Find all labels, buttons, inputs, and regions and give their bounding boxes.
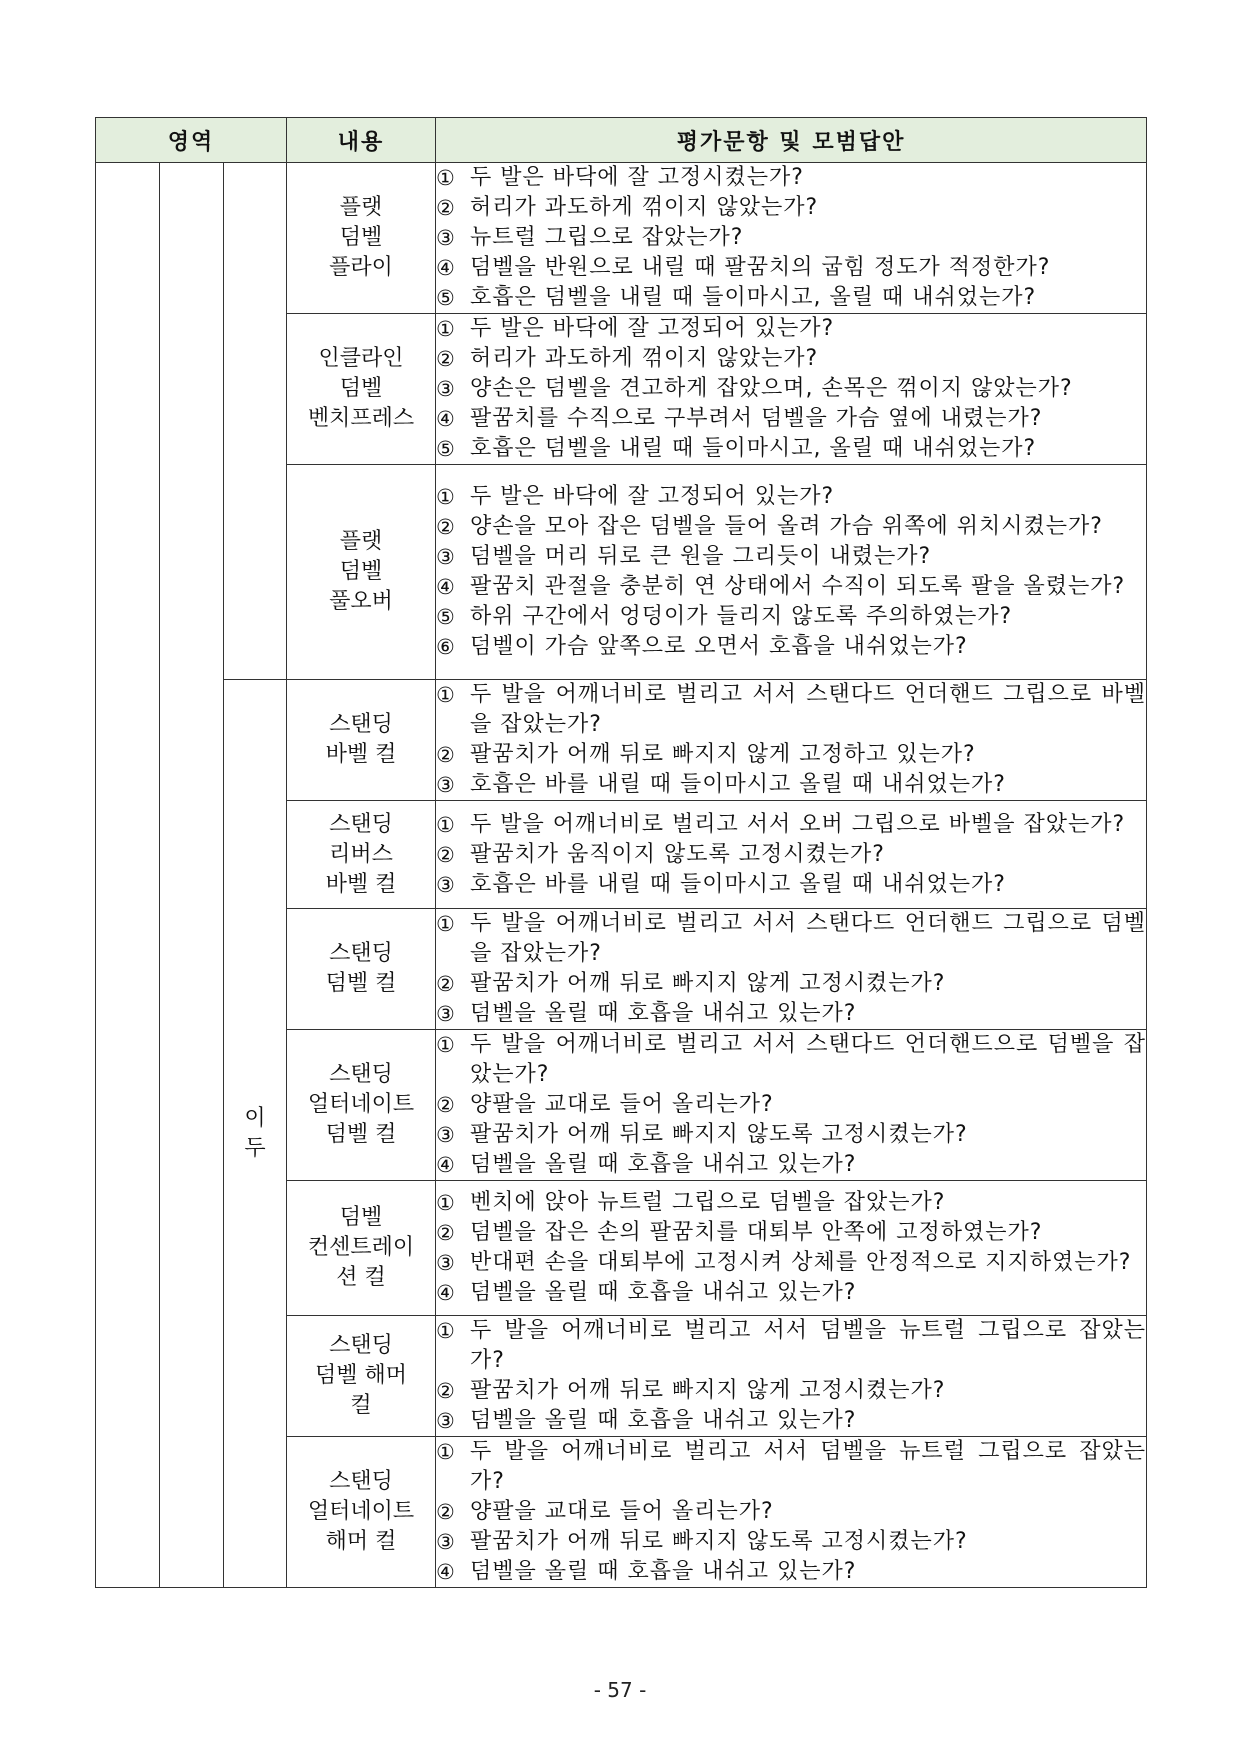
item-number: ① <box>436 1191 455 1215</box>
header-content: 내용 <box>287 118 436 163</box>
item-text: 벤치에 앉아 뉴트럴 그립으로 덤벨을 잡았는가? <box>470 1190 946 1215</box>
item-text: 팔꿈치가 어깨 뒤로 빠지지 않도록 고정시켰는가? <box>470 1529 968 1554</box>
item-text: 덤벨을 올릴 때 호흡을 내쉬고 있는가? <box>470 1408 857 1433</box>
evaluation-item <box>436 1218 1146 1248</box>
evaluation-item <box>436 482 1146 512</box>
item-text: 두 발은 바닥에 잘 고정되어 있는가? <box>470 316 835 341</box>
item-number: ③ <box>436 1409 455 1433</box>
exercise-name: 스탠딩 리버스 바벨 컬 <box>287 801 436 909</box>
item-text: 허리가 과도하게 꺾이지 않았는가? <box>470 346 819 371</box>
item-number: ③ <box>436 872 455 897</box>
item-text: 팔꿈치가 어깨 뒤로 빠지지 않도록 고정시켰는가? <box>470 1122 968 1147</box>
evaluation-item <box>436 1278 1146 1308</box>
evaluation-item <box>436 193 1146 223</box>
item-text: 두 발은 바닥에 잘 고정시켰는가? <box>470 165 804 190</box>
item-text: 팔꿈치가 어깨 뒤로 빠지지 않게 고정시켰는가? <box>470 1378 946 1403</box>
item-text: 덤벨을 잡은 손의 팔꿈치를 대퇴부 안쪽에 고정하였는가? <box>470 1220 1043 1245</box>
item-text: 양손을 모아 잡은 덤벨을 들어 올려 가슴 위쪽에 위치시켰는가? <box>470 514 1103 539</box>
evaluation-item <box>436 434 1146 464</box>
evaluation-item <box>436 1120 1146 1150</box>
evaluation-items <box>436 680 1147 801</box>
evaluation-item <box>436 1090 1146 1120</box>
item-number: ③ <box>436 377 455 401</box>
evaluation-item <box>436 840 1146 870</box>
evaluation-item <box>436 1150 1146 1180</box>
evaluation-items <box>436 1181 1147 1316</box>
evaluation-item <box>436 969 1146 999</box>
table-row <box>96 680 1147 801</box>
item-number: ① <box>436 1319 455 1343</box>
item-number: ④ <box>436 256 455 280</box>
evaluation-item <box>436 770 1146 800</box>
evaluation-item <box>436 1316 1146 1376</box>
item-number: ② <box>436 196 455 220</box>
item-text: 두 발을 어깨너비로 벌리고 서서 스탠다드 언더핸드 그립으로 바벨을 잡았는가? <box>470 682 1147 737</box>
item-number: ① <box>436 912 455 936</box>
item-number: ④ <box>436 1560 455 1584</box>
item-number: ① <box>436 1440 455 1464</box>
evaluation-item <box>436 1497 1146 1527</box>
item-text: 덤벨을 머리 뒤로 큰 원을 그리듯이 내렸는가? <box>470 544 932 569</box>
item-number: ② <box>436 743 455 767</box>
item-text: 팔꿈치가 어깨 뒤로 빠지지 않게 고정시켰는가? <box>470 971 946 996</box>
evaluation-item <box>436 1557 1146 1587</box>
evaluation-item <box>436 1406 1146 1436</box>
item-number: ③ <box>436 545 455 569</box>
evaluation-items <box>436 1437 1147 1588</box>
item-number: ③ <box>436 226 455 250</box>
evaluation-item <box>436 374 1146 404</box>
evaluation-item <box>436 1030 1146 1090</box>
item-number: ④ <box>436 407 455 431</box>
evaluation-item <box>436 314 1146 344</box>
item-text: 두 발을 어깨너비로 벌리고 서서 오버 그립으로 바벨을 잡았는가? <box>470 811 1126 837</box>
table-row <box>96 163 1147 314</box>
exercise-name: 스탠딩 덤벨 해머 컬 <box>287 1316 436 1437</box>
item-text: 두 발을 어깨너비로 벌리고 서서 덤벨을 뉴트럴 그립으로 잡았는가? <box>470 1439 1147 1494</box>
item-text: 팔꿈치가 어깨 뒤로 빠지지 않게 고정하고 있는가? <box>470 742 976 767</box>
item-text: 팔꿈치를 수직으로 구부려서 덤벨을 가슴 옆에 내렸는가? <box>470 406 1043 431</box>
item-number: ① <box>436 485 455 509</box>
item-text: 두 발을 어깨너비로 벌리고 서서 스탠다드 언더핸드으로 덤벨을 잡았는가? <box>470 1032 1147 1087</box>
item-text: 팔꿈치가 움직이지 않도록 고정시켰는가? <box>470 841 885 867</box>
item-text: 덤벨을 올릴 때 호흡을 내쉬고 있는가? <box>470 1001 857 1026</box>
evaluation-item <box>436 632 1146 662</box>
evaluation-items <box>436 163 1147 314</box>
item-text: 호흡은 바를 내릴 때 들이마시고 올릴 때 내쉬었는가? <box>470 871 1006 897</box>
item-text: 덤벨을 올릴 때 호흡을 내쉬고 있는가? <box>470 1280 857 1305</box>
evaluation-item <box>436 283 1146 313</box>
evaluation-item <box>436 344 1146 374</box>
evaluation-items <box>436 1316 1147 1437</box>
evaluation-items <box>436 909 1147 1030</box>
item-text: 반대편 손을 대퇴부에 고정시켜 상체를 안정적으로 지지하였는가? <box>470 1250 1132 1275</box>
exercise-name: 스탠딩 얼터네이트 덤벨 컬 <box>287 1030 436 1181</box>
area-cell-3a <box>224 163 287 680</box>
item-number: ③ <box>436 1123 455 1147</box>
item-text: 덤벨을 올릴 때 호흡을 내쉬고 있는가? <box>470 1559 857 1584</box>
item-number: ② <box>436 972 455 996</box>
evaluation-item <box>436 1527 1146 1557</box>
item-text: 덤벨이 가슴 앞쪽으로 오면서 호흡을 내쉬었는가? <box>470 634 968 659</box>
page-number: - 57 - <box>593 1678 647 1702</box>
item-number: ② <box>436 1221 455 1245</box>
item-text: 뉴트럴 그립으로 잡았는가? <box>470 225 744 250</box>
item-text: 호흡은 바를 내릴 때 들이마시고 올릴 때 내쉬었는가? <box>470 772 1006 797</box>
evaluation-item <box>436 870 1146 900</box>
evaluation-table <box>95 117 1147 1588</box>
evaluation-items <box>436 314 1147 465</box>
item-number: ② <box>436 1379 455 1403</box>
item-number: ④ <box>436 1281 455 1305</box>
item-number: ② <box>436 1093 455 1117</box>
evaluation-item <box>436 680 1146 740</box>
item-text: 두 발을 어깨너비로 벌리고 서서 스탠다드 언더핸드 그립으로 덤벨을 잡았는가? <box>470 911 1147 966</box>
evaluation-item <box>436 404 1146 434</box>
item-number: ① <box>436 812 455 837</box>
item-number: ③ <box>436 1002 455 1026</box>
item-text: 하위 구간에서 엉덩이가 들리지 않도록 주의하였는가? <box>470 604 1013 629</box>
item-text: 팔꿈치 관절을 충분히 연 상태에서 수직이 되도록 팔을 올렸는가? <box>470 574 1126 599</box>
item-number: ① <box>436 317 455 341</box>
exercise-name: 스탠딩 덤벨 컬 <box>287 909 436 1030</box>
evaluation-item <box>436 810 1146 840</box>
item-text: 두 발을 어깨너비로 벌리고 서서 덤벨을 뉴트럴 그립으로 잡았는가? <box>470 1318 1147 1373</box>
item-number: ② <box>436 842 455 867</box>
evaluation-item <box>436 1248 1146 1278</box>
exercise-name: 스탠딩 바벨 컬 <box>287 680 436 801</box>
item-number: ① <box>436 166 455 190</box>
exercise-name: 플랫 덤벨 플라이 <box>287 163 436 314</box>
item-number: ② <box>436 1500 455 1524</box>
area-cell-1 <box>96 163 160 1588</box>
evaluation-items <box>436 1030 1147 1181</box>
header-evaluation: 평가문항 및 모범답안 <box>436 118 1147 163</box>
evaluation-item <box>436 909 1146 969</box>
evaluation-item <box>436 1437 1146 1497</box>
evaluation-item <box>436 602 1146 632</box>
item-number: ④ <box>436 1153 455 1177</box>
item-number: ③ <box>436 1530 455 1554</box>
item-text: 두 발은 바닥에 잘 고정되어 있는가? <box>470 484 835 509</box>
evaluation-items <box>436 465 1147 680</box>
evaluation-item <box>436 1188 1146 1218</box>
evaluation-item <box>436 740 1146 770</box>
item-text: 양팔을 교대로 들어 올리는가? <box>470 1092 774 1117</box>
item-number: ④ <box>436 575 455 599</box>
item-number: ① <box>436 1033 455 1057</box>
evaluation-item <box>436 1376 1146 1406</box>
item-text: 허리가 과도하게 꺾이지 않았는가? <box>470 195 819 220</box>
exercise-name: 인클라인 덤벨 벤치프레스 <box>287 314 436 465</box>
item-number: ⑤ <box>436 605 455 629</box>
area-cell-2 <box>160 163 224 1588</box>
evaluation-item <box>436 512 1146 542</box>
item-number: ③ <box>436 1251 455 1275</box>
item-number: ② <box>436 347 455 371</box>
item-text: 덤벨을 올릴 때 호흡을 내쉬고 있는가? <box>470 1152 857 1177</box>
header-area: 영역 <box>96 118 287 163</box>
item-text: 양팔을 교대로 들어 올리는가? <box>470 1499 774 1524</box>
item-text: 호흡은 덤벨을 내릴 때 들이마시고, 올릴 때 내쉬었는가? <box>470 285 1037 310</box>
item-number: ⑤ <box>436 437 455 461</box>
item-number: ① <box>436 683 455 707</box>
item-number: ② <box>436 515 455 539</box>
exercise-name: 플랫 덤벨 풀오버 <box>287 465 436 680</box>
evaluation-item <box>436 163 1146 193</box>
evaluation-item <box>436 542 1146 572</box>
item-text: 덤벨을 반원으로 내릴 때 팔꿈치의 굽힘 정도가 적정한가? <box>470 255 1051 280</box>
exercise-name: 스탠딩 얼터네이트 해머 컬 <box>287 1437 436 1588</box>
item-number: ⑥ <box>436 635 455 659</box>
evaluation-items <box>436 801 1147 909</box>
evaluation-item <box>436 253 1146 283</box>
exercise-name: 덤벨 컨센트레이 션 컬 <box>287 1181 436 1316</box>
item-text: 호흡은 덤벨을 내릴 때 들이마시고, 올릴 때 내쉬었는가? <box>470 436 1037 461</box>
item-text: 양손은 덤벨을 견고하게 잡았으며, 손목은 꺾이지 않았는가? <box>470 376 1073 401</box>
table-body <box>96 163 1147 1588</box>
subgroup-label: 이 두 <box>224 680 287 1588</box>
item-number: ③ <box>436 773 455 797</box>
evaluation-item <box>436 572 1146 602</box>
evaluation-item <box>436 999 1146 1029</box>
evaluation-item <box>436 223 1146 253</box>
item-number: ⑤ <box>436 286 455 310</box>
table-header-row <box>96 118 1147 163</box>
